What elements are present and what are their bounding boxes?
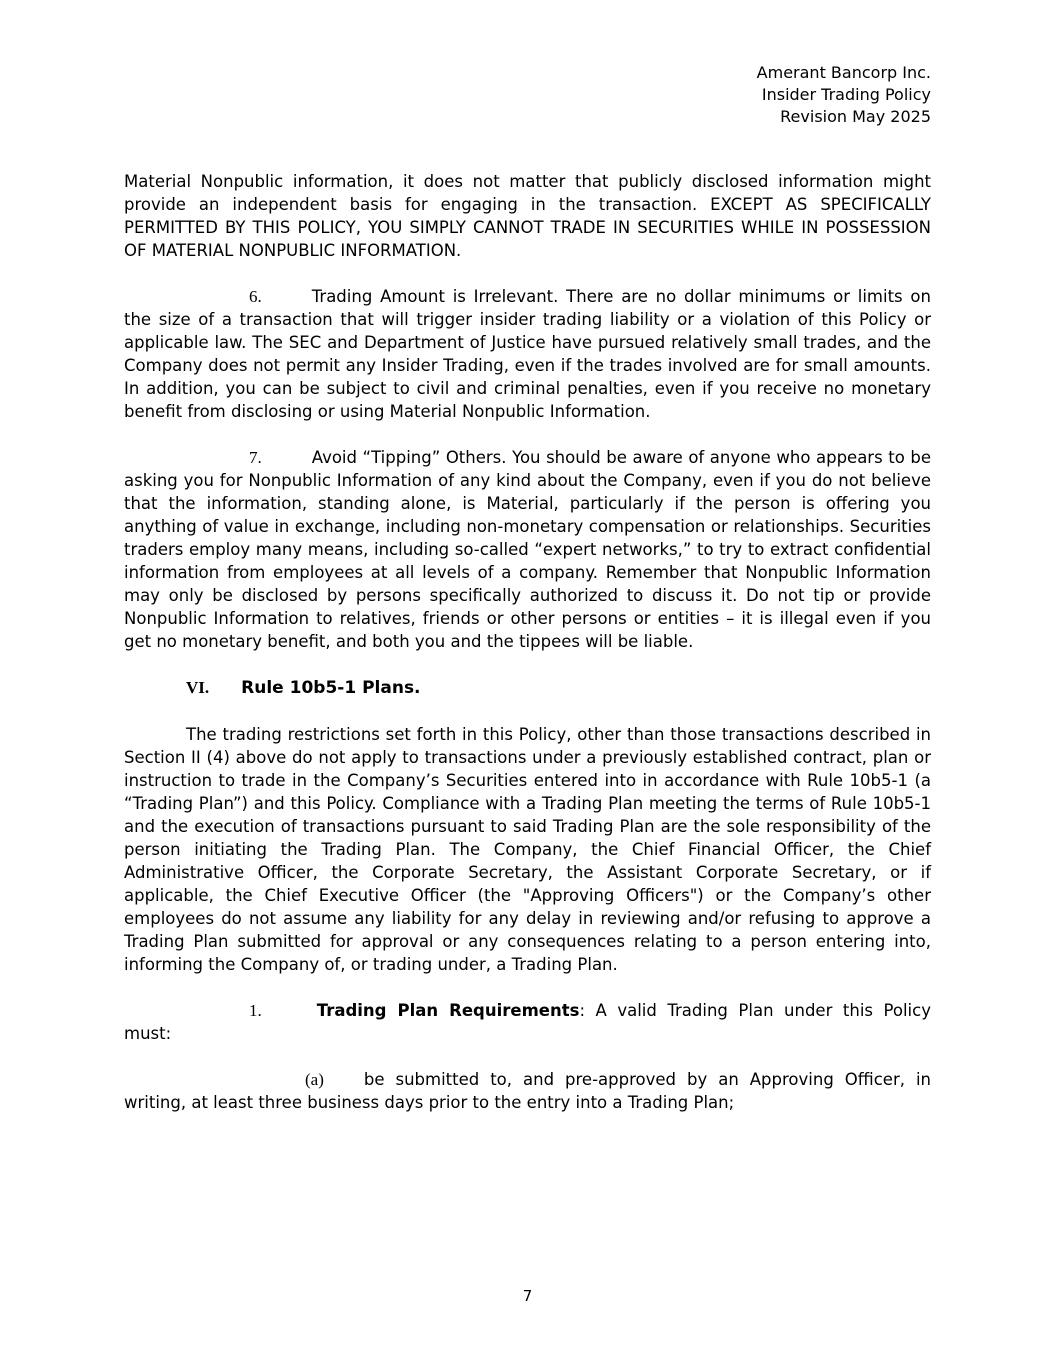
- paragraph-item-7: [124, 446, 931, 653]
- item-6-text: Trading Amount is Irrelevant. There are no dollar minimums or limits on the size of a transaction that will trigger insider trading liability or a violation of this Policy or applicable law. The SEC and Department of Justice have pursued relatively small trades, and the Company does not permit any Insider Trading, even if the trades involved are for small amounts. In addition, you can be subject to civil and criminal penalties, even if you receive no monetary benefit from disclosing or using Material Nonpublic Information.: [124, 287, 931, 421]
- page-footer: [0, 1288, 1055, 1305]
- header-revision-date: Revision May 2025: [780, 107, 931, 126]
- item-1-number: 1.: [249, 1001, 262, 1020]
- paragraph-item-1: [124, 999, 931, 1045]
- header-company-name: Amerant Bancorp Inc.: [756, 63, 931, 82]
- paragraph-rule-10b5-1: The trading restrictions set forth in this Policy, other than those transactions described in Section II (4) above do not apply to transactions under a previously established contract, plan or instruction to trade in the Company’s Securities entered into in accordance with Rule 10b5-1 (a “Trading Plan”) and this Policy. Compliance with a Trading Plan meeting the terms of Rule 10b5-1 and the execution of transactions pursuant to said Trading Plan are the sole responsibility of the person initiating the Trading Plan. The Company, the Chief Financial Officer, the Chief Administrative Officer, the Corporate Secretary, the Assistant Corporate Secretary, or if applicable, the Chief Executive Officer (the "Approving Officers") or the Company’s other employees do not assume any liability for any delay in reviewing and/or refusing to approve a Trading Plan submitted for approval or any consequences relating to a person entering into, informing the Company of, or trading under, a Trading Plan.: [124, 725, 931, 974]
- paragraph-item-a: [124, 1068, 931, 1114]
- tab-spacer: [262, 301, 312, 302]
- item-a-text: be submitted to, and pre-approved by an Approving Officer, in writing, at least three business days prior to the entry into a Trading Plan;: [124, 1070, 931, 1112]
- item-a-number: (a): [305, 1070, 324, 1089]
- section-vi-heading: [124, 676, 931, 700]
- tab-spacer: [209, 692, 241, 693]
- section-vi-title: Rule 10b5-1 Plans.: [241, 678, 421, 698]
- item-1-bold-lead: Trading Plan Requirements: [316, 1001, 580, 1020]
- paragraph-intro: Material Nonpublic information, it does not matter that publicly disclosed information might provide an independent basis for engaging in the transaction. EXCEPT AS SPECIFICALLY PERMITTED BY THIS POLICY, YOU SIMPLY CANNOT TRADE IN SECURITIES WHILE IN POSSESSION OF MATERIAL NONPUBLIC INFORMATION.: [124, 172, 931, 260]
- item-7-number: 7.: [249, 448, 262, 467]
- section-vi-number: VI.: [186, 678, 210, 697]
- paragraph-item-6: [124, 285, 931, 423]
- document-header: [124, 0, 931, 128]
- item-1-text: : A valid Trading Plan under this Policy must:: [124, 1001, 931, 1043]
- tab-spacer: [324, 1084, 364, 1085]
- tab-spacer: [262, 462, 312, 463]
- item-6-number: 6.: [249, 287, 262, 306]
- header-document-title: Insider Trading Policy: [761, 85, 931, 104]
- item-7-text: Avoid “Tipping” Others. You should be aware of anyone who appears to be asking you for Nonpublic Information of any kind about the Company, even if you do not believe that the information, standing alone, is Material, particularly if the person is offering you anything of value in exchange, including non-monetary compensation or relationships. Securities traders employ many means, including so-called “expert networks,” to try to extract confidential information from employees at all levels of a company. Remember that Nonpublic Information may only be disclosed by persons specifically authorized to discuss it. Do not tip or provide Nonpublic Information to relatives, friends or other persons or entities – it is illegal even if you get no monetary benefit, and both you and the tippees will be liable.: [124, 448, 931, 651]
- tab-spacer: [262, 1015, 317, 1016]
- page-number: 7: [522, 1287, 533, 1305]
